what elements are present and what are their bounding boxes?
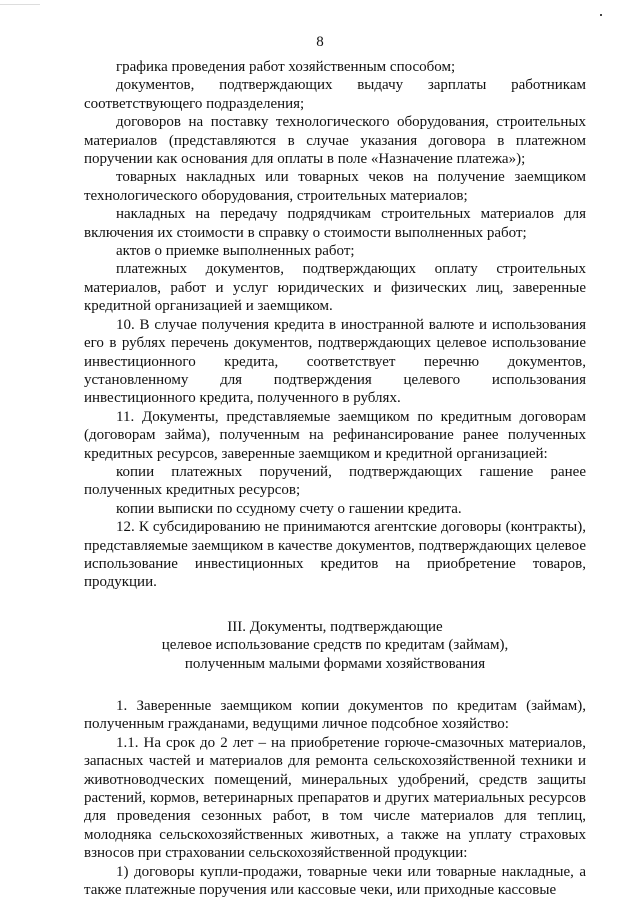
paragraph: 1.1. На срок до 2 лет – на приобретение горюче-смазочных материалов, запасных частей и материалов для ремонта сельскохозяйственной техники и животноводческих помещений, минеральных удобрений, средств защиты растений, кормов, ветеринарных препаратов и других материальных ресурсов для проведения сезонных работ, в том числе материалов для теплиц, молодняка сельскохозяйственных животных, а также на уплату страховых взносов при страховании сельскохозяйственной продукции: bbox=[84, 734, 586, 862]
page-number: 8 bbox=[316, 34, 324, 50]
paragraph: 10. В случае получения кредита в иностранной валюте и использования его в рублях перечень документов, подтверждающих целевое использование инвестиционного кредита, соответствует перечню документов, установленному для подтверждения целевого использования инвестиционного кредита, полученного в рублях. bbox=[84, 316, 586, 407]
section-heading-line-3: полученным малыми формами хозяйствования bbox=[184, 655, 486, 672]
scan-edge-mark bbox=[0, 4, 40, 5]
paragraph: копии выписки по ссудному счету о гашении кредита. bbox=[116, 500, 462, 517]
section-heading-line-1: III. Документы, подтверждающие bbox=[227, 618, 443, 635]
paragraph: документов, подтверждающих выдачу зарплаты работникам соответствующего подразделения; bbox=[84, 77, 586, 112]
document-body bbox=[84, 58, 586, 899]
paragraph: 1. Заверенные заемщиком копии документов по кредитам (займам), полученным гражданами, ведущими личное подсобное хозяйство: bbox=[84, 698, 586, 733]
section-heading bbox=[84, 618, 586, 673]
paragraph: договоров на поставку технологического оборудования, строительных материалов (представляются в случае указания договора в платежном поручении как основания для оплаты в поле «Назначение платежа»); bbox=[84, 114, 586, 168]
paragraph: 12. К субсидированию не принимаются агентские договоры (контракты), представляемые заемщиком в качестве документов, подтверждающих целевое использование инвестиционных кредитов на приобретение товаров, продукции. bbox=[84, 519, 586, 591]
paragraph: копии платежных поручений, подтверждающих гашение ранее полученных кредитных ресурсов; bbox=[84, 463, 586, 499]
paragraph: графика проведения работ хозяйственным способом; bbox=[116, 59, 456, 75]
paragraph: 1) договоры купли-продажи, товарные чеки или товарные накладные, а также платежные поручения или кассовые чеки, или приходные кассовые bbox=[84, 863, 586, 899]
scan-dot-mark bbox=[600, 14, 602, 16]
section-heading-line-2: целевое использование средств по кредитам (займам), bbox=[161, 637, 509, 654]
paragraph: актов о приемке выполненных работ; bbox=[116, 243, 355, 260]
paragraph: накладных на передачу подрядчикам строительных материалов для включения их стоимости в справку о стоимости выполненных работ; bbox=[84, 206, 586, 241]
paragraph: товарных накладных или товарных чеков на получение заемщиком технологического оборудования, строительных материалов; bbox=[84, 169, 586, 204]
paragraph: 11. Документы, представляемые заемщиком по кредитным договорам (договорам займа), полученным на рефинансирование ранее полученных кредитных ресурсов, заверенные заемщиком и кредитной организацией: bbox=[84, 408, 586, 462]
paragraph: платежных документов, подтверждающих оплату строительных материалов, работ и услуг юридических и физических лиц, заверенные кредитной организацией и заемщиком. bbox=[84, 261, 586, 315]
